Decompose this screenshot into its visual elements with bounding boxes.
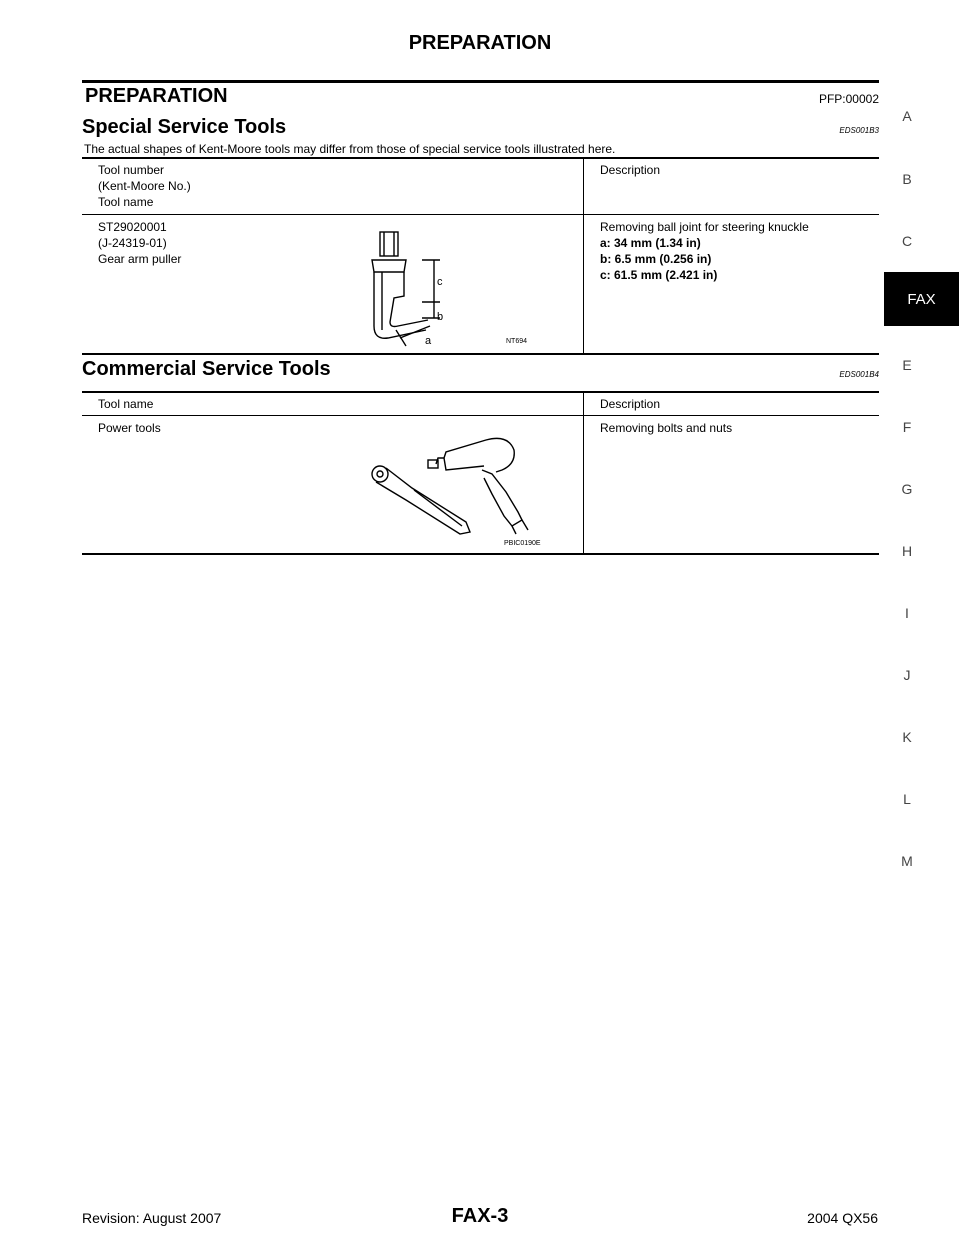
figure-label-a: a bbox=[425, 335, 432, 347]
side-index-fax-tab[interactable]: FAX bbox=[884, 272, 959, 326]
spec-c: c: 61.5 mm (2.421 in) bbox=[600, 268, 718, 282]
side-index-l[interactable]: L bbox=[903, 791, 911, 807]
commercial-tools-code: EDS001B4 bbox=[839, 370, 879, 379]
gear-arm-puller-illustration bbox=[360, 226, 540, 348]
table-header-rule bbox=[82, 214, 879, 215]
special-row-description bbox=[600, 219, 809, 283]
figure-code-pbic0190e: PBIC0190E bbox=[504, 540, 541, 547]
special-tools-code: EDS001B3 bbox=[839, 126, 879, 135]
special-row-left bbox=[98, 219, 181, 267]
commercial-row-description: Removing bolts and nuts bbox=[600, 421, 733, 435]
commercial-header-left: Tool name bbox=[98, 397, 154, 411]
special-header-left bbox=[98, 162, 191, 210]
spec-a: a: 34 mm (1.34 in) bbox=[600, 236, 701, 250]
side-index-a[interactable]: A bbox=[902, 108, 912, 124]
figure-label-b: b bbox=[437, 311, 444, 323]
special-tools-title: Special Service Tools bbox=[82, 116, 287, 138]
commercial-table-top-rule bbox=[82, 391, 879, 393]
special-header-right: Description bbox=[600, 163, 661, 177]
table-top-rule bbox=[82, 157, 879, 159]
commercial-header-rule bbox=[82, 415, 879, 416]
side-index-i[interactable]: I bbox=[905, 605, 909, 621]
commercial-header-right: Description bbox=[600, 397, 661, 411]
side-index-j[interactable]: J bbox=[903, 667, 911, 683]
section-title: PREPARATION bbox=[85, 85, 228, 107]
commercial-column-divider bbox=[583, 392, 584, 554]
header-tool-number: Tool number bbox=[98, 163, 165, 177]
tool-number: ST29020001 bbox=[98, 220, 167, 234]
commercial-row-left: Power tools bbox=[98, 421, 161, 435]
header-kent-moore: (Kent-Moore No.) bbox=[98, 179, 191, 193]
figure-label-c: c bbox=[437, 276, 443, 288]
footer-page-number: FAX-3 bbox=[451, 1205, 509, 1227]
section-code: PFP:00002 bbox=[818, 92, 879, 106]
commercial-tools-title: Commercial Service Tools bbox=[82, 358, 331, 380]
tool-description: Removing ball joint for steering knuckle bbox=[600, 220, 809, 234]
side-index-e[interactable]: E bbox=[902, 357, 912, 373]
power-tools-illustration bbox=[366, 430, 546, 540]
header-rule bbox=[82, 80, 879, 83]
figure-code-nt694: NT694 bbox=[506, 338, 528, 345]
kent-moore-number: (J-24319-01) bbox=[98, 236, 167, 250]
side-index-h[interactable]: H bbox=[901, 543, 913, 559]
tool-name: Gear arm puller bbox=[98, 252, 182, 266]
special-tools-note: The actual shapes of Kent-Moore tools may differ from those of special service tools illustrated here. bbox=[84, 142, 616, 156]
commercial-table-bottom-rule bbox=[82, 553, 879, 555]
side-index-c[interactable]: C bbox=[901, 233, 913, 249]
table-bottom-rule bbox=[82, 353, 879, 355]
footer-model: 2004 QX56 bbox=[807, 1210, 878, 1226]
side-index-k[interactable]: K bbox=[902, 729, 912, 745]
header-tool-name: Tool name bbox=[98, 195, 154, 209]
footer-revision: Revision: August 2007 bbox=[82, 1210, 222, 1226]
side-index-b[interactable]: B bbox=[902, 171, 912, 187]
side-index-f[interactable]: F bbox=[902, 419, 912, 435]
side-index-m[interactable]: M bbox=[901, 853, 913, 869]
spec-b: b: 6.5 mm (0.256 in) bbox=[600, 252, 712, 266]
running-header: PREPARATION bbox=[408, 32, 552, 54]
side-index-g[interactable]: G bbox=[901, 481, 913, 497]
table-column-divider bbox=[583, 158, 584, 354]
